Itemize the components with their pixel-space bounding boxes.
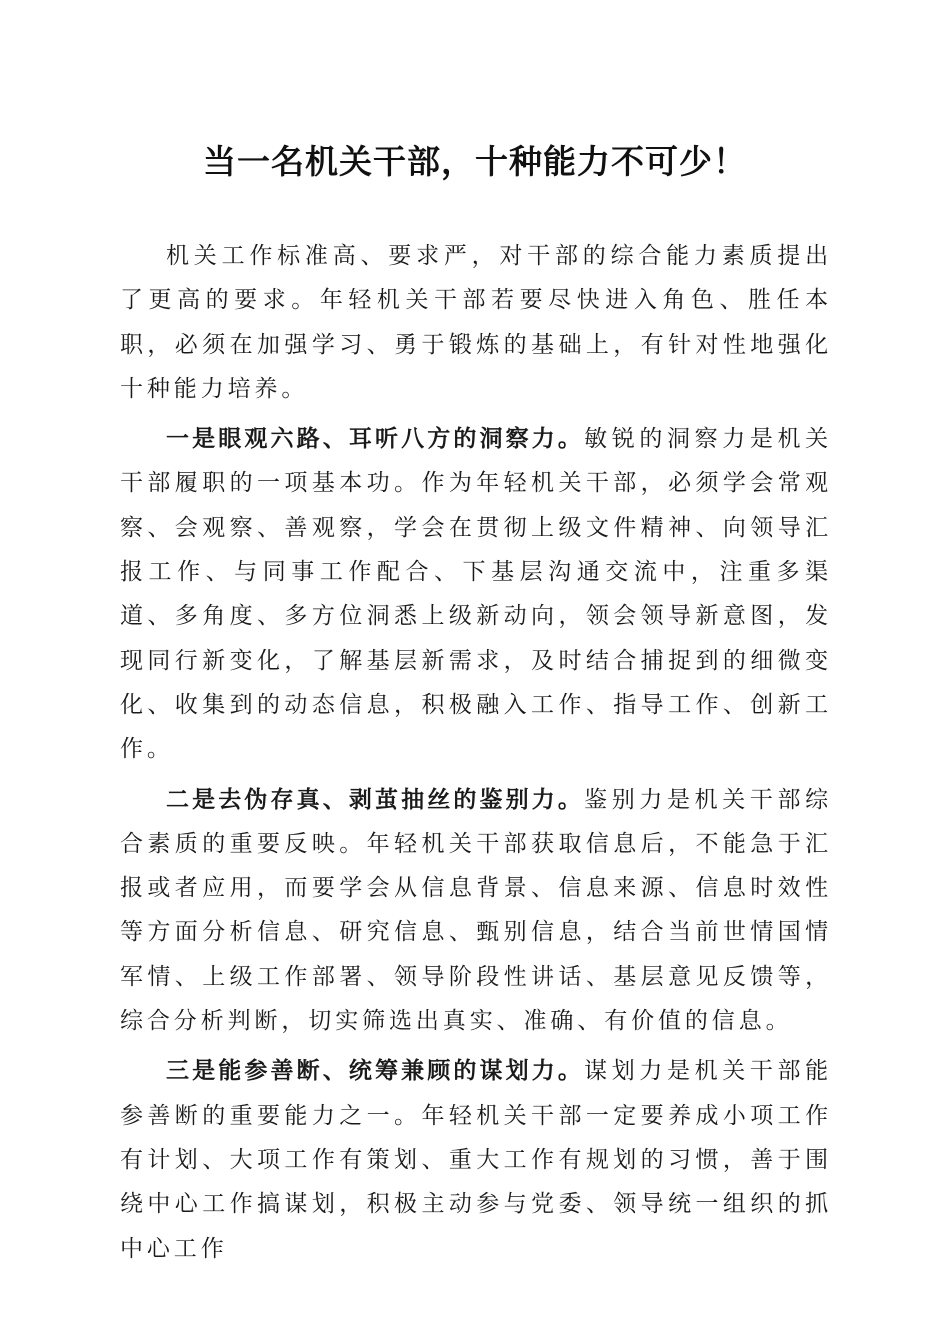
section-text-1: 敏锐的洞察力是机关干部履职的一项基本功。作为年轻机关干部，必须学会常观察、会观察、善观察，学会在贯彻上级文件精神、向领导汇报工作、与同事工作配合、下基层沟通交流中，注重多渠道、多角度、多方位洞悉上级新动向，领会领导新意图，发现同行新变化，了解基层新需求，及时结合捕捉到的细微变化、收集到的动态信息，积极融入工作、指导工作、创新工作。 [120,426,832,763]
section-paragraph-2 [120,778,832,1044]
section-paragraph-1 [120,417,832,771]
document-body [120,234,832,1271]
section-heading-2: 二是去伪存真、剥茧抽丝的鉴别力。 [166,785,585,813]
section-heading-3: 三是能参善断、统筹兼顾的谋划力。 [166,1057,585,1085]
section-text-2: 鉴别力是机关干部综合素质的重要反映。年轻机关干部获取信息后，不能急于汇报或者应用，而要学会从信息背景、信息来源、信息时效性等方面分析信息、研究信息、甄别信息，结合当前世情国情军情、上级工作部署、领导阶段性讲话、基层意见反馈等，综合分析判断，切实筛选出真实、准确、有价值的信息。 [120,786,832,1035]
section-paragraph-3 [120,1049,832,1270]
section-heading-1: 一是眼观六路、耳听八方的洞察力。 [166,425,585,453]
document-title: 当一名机关干部，十种能力不可少！ [203,142,747,181]
section-text-3: 谋划力是机关干部能参善断的重要能力之一。年轻机关干部一定要养成小项工作有计划、大项工作有策划、重大工作有规划的习惯，善于围绕中心工作搞谋划，积极主动参与党委、领导统一组织的抓中心工作 [120,1058,832,1262]
intro-paragraph: 机关工作标准高、要求严，对干部的综合能力素质提出了更高的要求。年轻机关干部若要尽快进入角色、胜任本职，必须在加强学习、勇于锻炼的基础上，有针对性地强化十种能力培养。 [120,243,832,402]
